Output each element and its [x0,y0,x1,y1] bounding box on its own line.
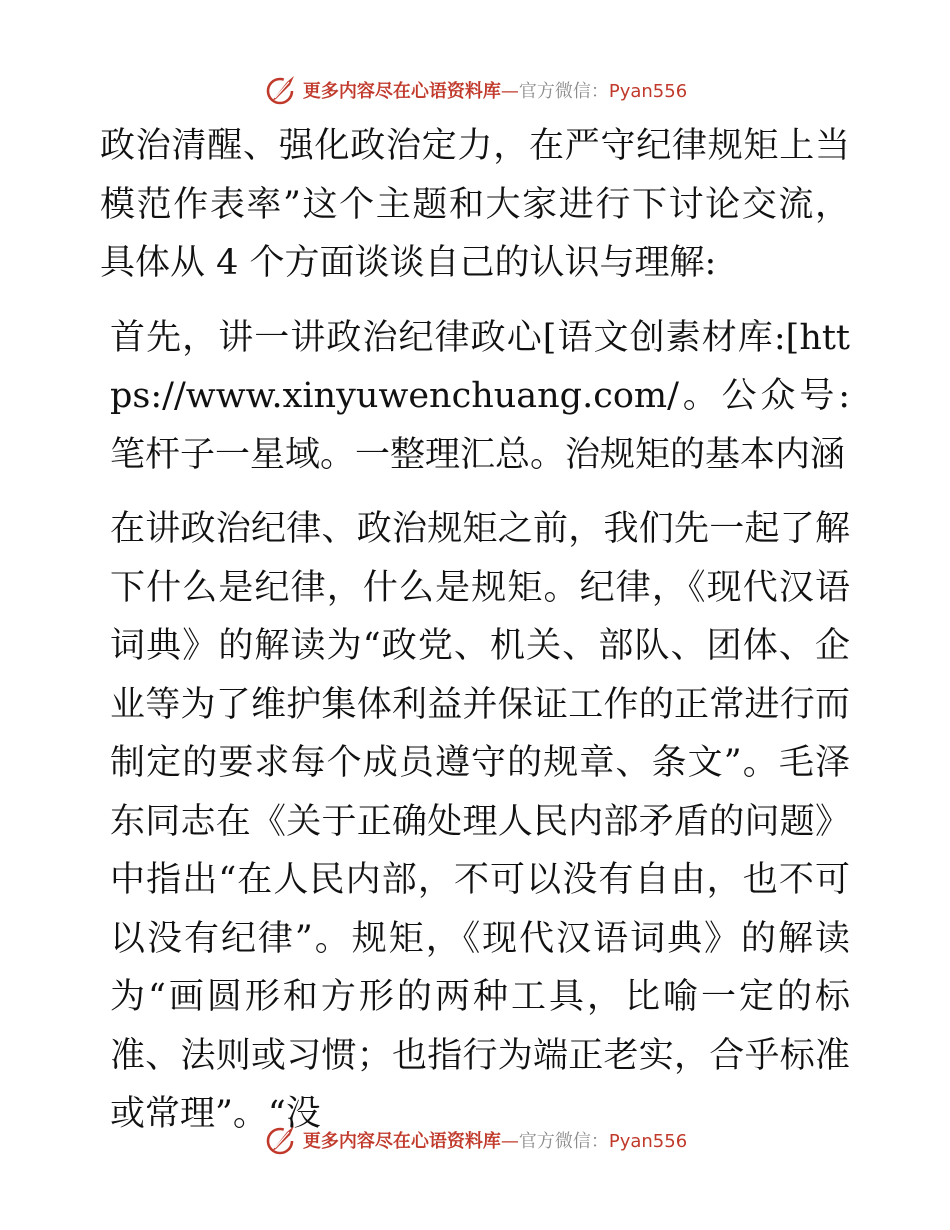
footer-wechat-id: Pyan556 [608,1131,688,1152]
footer-dash: — [500,1131,519,1152]
header-wechat-label: 官方微信： [518,81,609,102]
header-wechat-id: Pyan556 [608,81,688,102]
header-watermark-banner [0,70,950,110]
document-body [100,117,850,1144]
footer-watermark-text [303,1127,687,1153]
header-watermark-text [303,77,687,103]
header-brand-text: 更多内容尽在心语资料库 [302,81,501,102]
footer-wechat-label: 官方微信： [518,1131,609,1152]
paragraph-intro: 政治清醒、强化政治定力，在严守纪律规矩上当模范作表率”这个主题和大家进行下讨论交流，具体从 4 个方面谈谈自己的认识与理解: [100,126,850,283]
paragraph-definitions: 在讲政治纪律、政治规矩之前，我们先一起了解下什么是纪律，什么是规矩。纪律，《现代汉语词典》的解读为“政党、机关、部队、团体、企业等为了维护集体利益并保证工作的正常进行而制定的要求每个成员遵守的规章、条文”。毛泽东同志在《关于正确处理人民内部矛盾的问题》中指出“在人民内部，不可以没有自由，也不可以没有纪律”。规矩，《现代汉语词典》的解读为“画圆形和方形的两种工具，比喻一定的标准、法则或习惯；也指行为端正老实，合乎标准或常理”。“没 [110,509,850,1134]
header-dash: — [500,81,519,102]
quill-logo-icon [263,72,299,108]
footer-watermark-banner [0,1120,950,1160]
quill-logo-icon [263,1122,299,1158]
footer-brand-text: 更多内容尽在心语资料库 [302,1131,501,1152]
paragraph-first-point: 首先，讲一讲政治纪律政心[语文创素材库:[https://www.xinyuwenchuang.com/。公众号: 笔杆子一星域。一整理汇总。治规矩的基本内涵 [110,317,850,475]
